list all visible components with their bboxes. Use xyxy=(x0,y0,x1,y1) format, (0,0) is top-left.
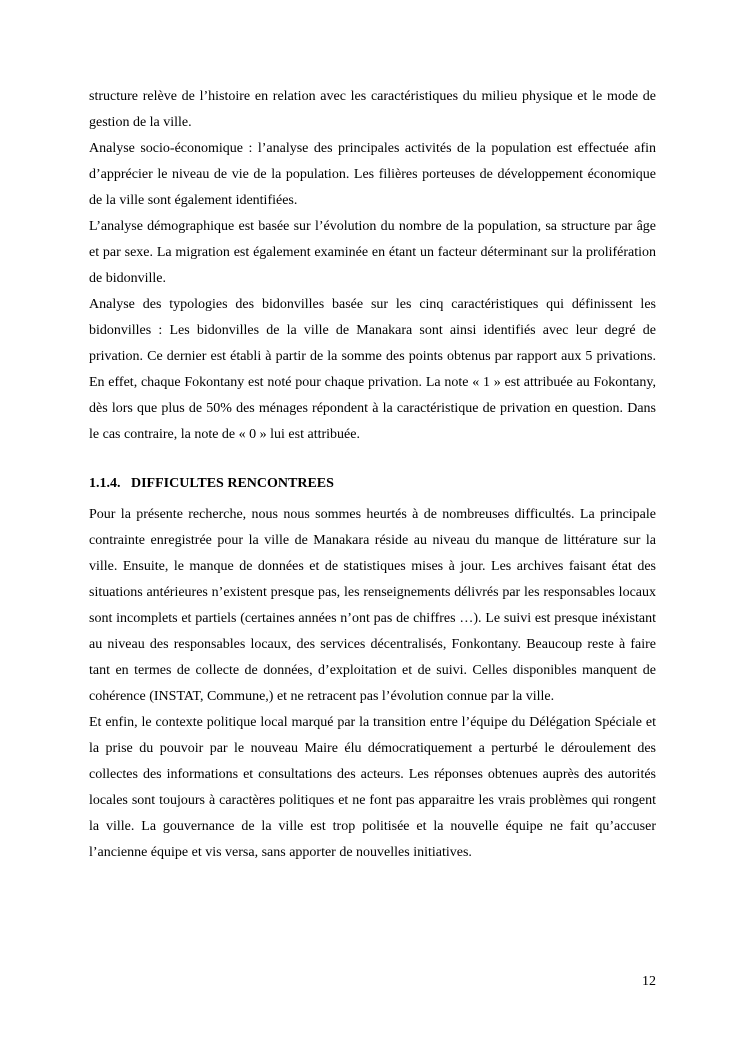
document-page xyxy=(89,84,656,866)
page-number: 12 xyxy=(642,974,656,989)
paragraph-analyse-socio-economique: Analyse socio-économique : l’analyse des principales activités de la population est effectuée afin d’apprécier le niveau de vie de la population. Les filières porteuses de développement économique de la ville sont également identifiées. xyxy=(89,141,656,208)
paragraph-structure: structure relève de l’histoire en relation avec les caractéristiques du milieu physique et le mode de gestion de la ville. xyxy=(89,89,656,130)
paragraph-contexte-politique: Et enfin, le contexte politique local marqué par la transition entre l’équipe du Délégation Spéciale et la prise du pouvoir par le nouveau Maire élu démocratiquement a perturbé le déroulement des collectes des informations et consultations des acteurs. Les réponses obtenues auprès des autorités locales sont toujours à caractères politiques et ne font pas apparaitre les vrais problèmes qui rongent la ville. La gouvernance de la ville est trop politisée et la nouvelle équipe ne fait qu’accuser l’ancienne équipe et vis versa, sans apporter de nouvelles initiatives. xyxy=(89,715,656,860)
paragraph-difficultes-recherche: Pour la présente recherche, nous nous sommes heurtés à de nombreuses difficultés. La principale contrainte enregistrée pour la ville de Manakara réside au niveau du manque de littérature sur la ville. Ensuite, le manque de données et de statistiques mises à jour. Les archives faisant état des situations antérieures n’existent presque pas, les renseignements délivrés par les responsables locaux sont incomplets et partiels (certaines années n’ont pas de chiffres …). Le suivi est presque inéxistant au niveau des responsables locaux, des services décentralisés, Fonkontany. Beaucoup reste à faire tant en termes de collecte de données, d’exploitation et de suivi. Celles disponibles manquent de cohérence (INSTAT, Commune,) et ne retracent pas l’évolution connue par la ville. xyxy=(89,507,656,704)
section-heading-difficultes: 1.1.4. DIFFICULTES RENCONTREES xyxy=(89,476,334,491)
paragraph-analyse-typologies: Analyse des typologies des bidonvilles basée sur les cinq caractéristiques qui définissent les bidonvilles : Les bidonvilles de la ville de Manakara sont ainsi identifiés avec leur degré de privation. Ce dernier est établi à partir de la somme des points obtenus par rapport aux 5 privations. En effet, chaque Fokontany est noté pour chaque privation. La note « 1 » est attribuée au Fokontany, dès lors que plus de 50% des ménages répondent à la caractéristique de privation en question. Dans le cas contraire, la note de « 0 » lui est attribuée. xyxy=(89,297,656,442)
paragraph-analyse-demographique: L’analyse démographique est basée sur l’évolution du nombre de la population, sa structure par âge et par sexe. La migration est également examinée en étant un facteur déterminant sur la prolifération de bidonville. xyxy=(89,219,656,286)
